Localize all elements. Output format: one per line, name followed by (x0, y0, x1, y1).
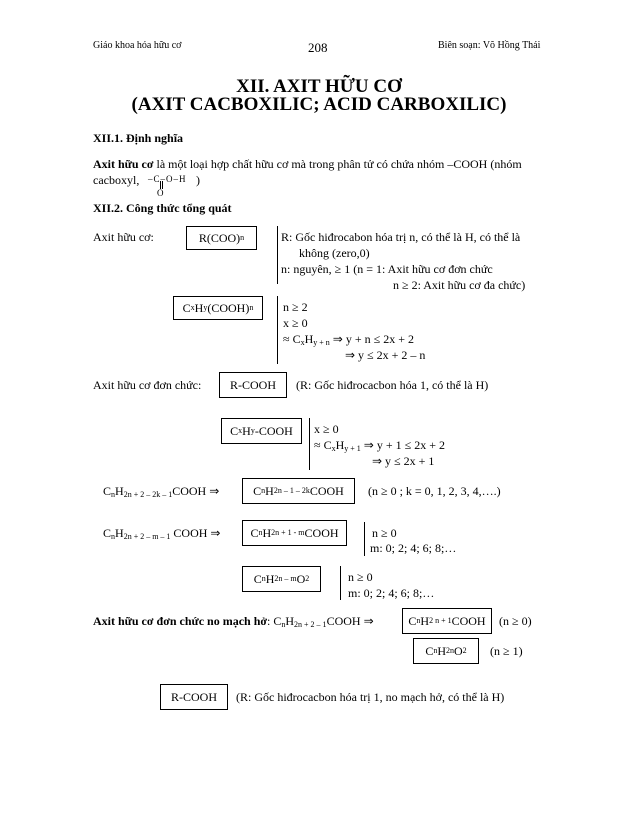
saturated-note: (n ≥ 0) (499, 614, 532, 628)
page-title: XII. AXIT HỮU CƠ (236, 76, 402, 97)
box-cxhy-cooh-n: C x H y (COOH) n (173, 296, 263, 320)
formula-k-note: (n ≥ 0 ; k = 0, 1, 2, 3, 4,….) (368, 484, 501, 498)
saturated-line: Axit hữu cơ đơn chức no mạch hở: $C_nH_{2n + 2 - 1}COOH$ ⇒ (93, 614, 374, 629)
section-heading-definition: XII.1. Định nghĩa (93, 131, 184, 145)
bracket-line (277, 296, 278, 364)
box-final-rcooh: R-COOH (160, 684, 228, 710)
formula-o2-condition-n: n ≥ 0 (348, 570, 373, 584)
r-note-line-2: không (zero,0) (299, 246, 370, 260)
final-note: (R: Gốc hiđrocacbon hóa trị 1, no mạch hở, có thể là H) (236, 690, 505, 704)
definition-line-1 (93, 157, 522, 172)
bracket-line (277, 226, 278, 284)
definition-text: là một loại hợp chất hữu cơ mà trong phân tử có chứa nhóm –COOH (nhóm (153, 157, 522, 171)
mono-condition-x: x ≥ 0 (314, 422, 339, 436)
box-general-formula: R(COO) n (186, 226, 257, 250)
header-right: Biên soạn: Võ Hồng Thái (438, 40, 541, 51)
page-subtitle: (AXIT CACBOXILIC; ACID CARBOXILIC) (131, 94, 507, 115)
bracket-line (340, 566, 341, 600)
header-left: Giáo khoa hóa hữu cơ (93, 40, 182, 51)
box-formula-k: C n H 2n – 1 – 2k COOH (242, 478, 355, 504)
saturated-note-2: (n ≥ 1) (490, 644, 523, 658)
condition-x: x ≥ 0 (283, 316, 308, 330)
definition-close: ) (196, 173, 200, 187)
formula-k-left: $C_nH_{2n + 2 - 2k - 1}COOH$ ⇒ (103, 484, 220, 499)
mono-condition-approx: ≈ $C_xH_{y + 1}$ ⇒ y + 1 ≤ 2x + 2 (314, 438, 445, 453)
box-formula-m: C n H 2n + 1 - m COOH (242, 520, 347, 546)
condition-y: ⇒ y ≤ 2x + 2 – n (345, 348, 426, 362)
r-note-line-1: R: Gốc hiđrocabon hóa trị n, có thể là H, có thể là (281, 230, 521, 244)
formula-o2-condition-m: m: 0; 2; 4; 6; 8;… (348, 586, 435, 600)
condition-approx: ≈ $C_xH_{y + n}$ ⇒ y + n ≤ 2x + 2 (283, 332, 414, 347)
page-number: 208 (308, 40, 328, 55)
box-saturated-cooh: C n H 2 n + 1 COOH (402, 608, 492, 634)
box-rcooh: R-COOH (219, 372, 287, 398)
formula-m-left: $C_nH_{2n + 2 - m - 1}$ COOH ⇒ (103, 526, 221, 541)
definition-term: Axit hữu cơ (93, 157, 154, 171)
label-saturated: Axit hữu cơ đơn chức no mạch hở (93, 614, 268, 628)
bracket-line (364, 522, 365, 556)
box-cxhy-cooh: C x H y -COOH (221, 418, 302, 444)
formula-m-condition-m: m: 0; 2; 4; 6; 8;… (370, 541, 457, 555)
mono-note: (R: Gốc hiđrocacbon hóa 1, có thể là H) (296, 378, 489, 392)
section-heading-formula: XII.2. Công thức tổng quát (93, 201, 232, 215)
n-note-line-1: n: nguyên, ≥ 1 (n = 1: Axit hữu cơ đơn chức (281, 262, 493, 276)
definition-line-2: cacboxyl, (93, 173, 140, 187)
carboxyl-oxygen: O (157, 188, 164, 198)
formula-m-condition-n: n ≥ 0 (372, 526, 397, 540)
bracket-line (309, 418, 310, 470)
box-formula-o2: C n H 2n – m O 2 (242, 566, 321, 592)
mono-condition-y: ⇒ y ≤ 2x + 1 (372, 454, 435, 468)
carboxyl-formula: –C–O–H (148, 174, 187, 184)
box-saturated-o2: C n H 2n O 2 (413, 638, 479, 664)
label-monofunctional: Axit hữu cơ đơn chức: (93, 378, 202, 392)
condition-n: n ≥ 2 (283, 300, 308, 314)
n-note-line-2: n ≥ 2: Axit hữu cơ đa chức) (393, 278, 526, 292)
label-general-acid: Axit hữu cơ: (93, 230, 154, 244)
